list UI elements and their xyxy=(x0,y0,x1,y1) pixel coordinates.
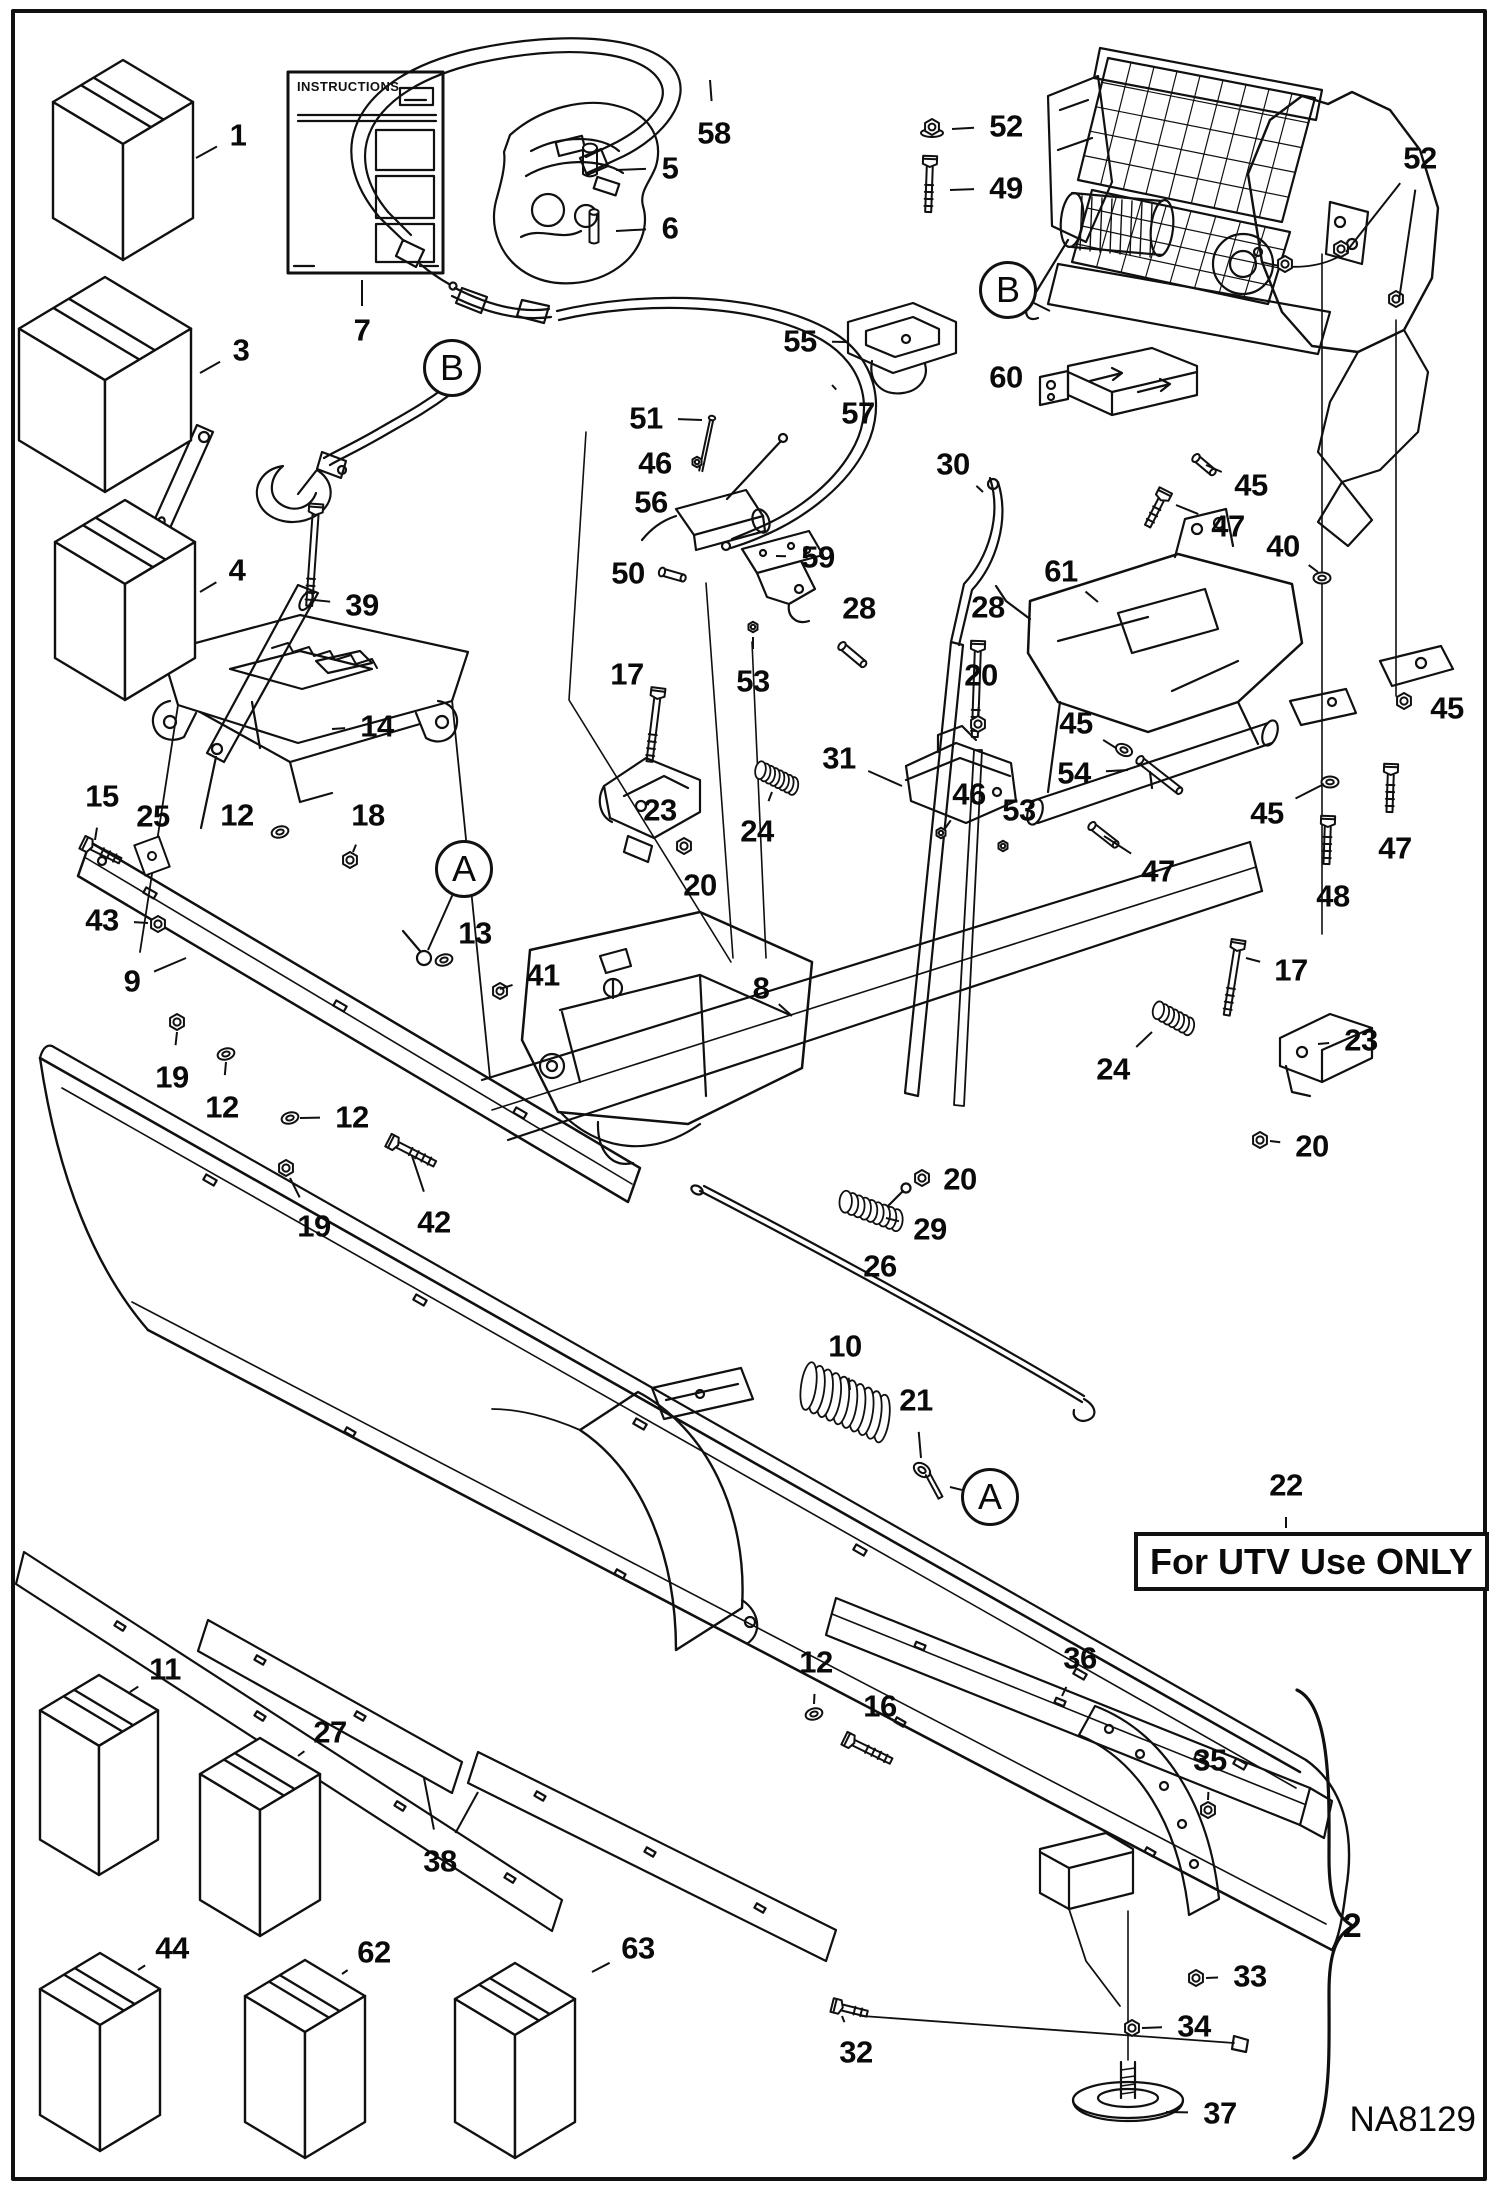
nut-part xyxy=(1397,693,1411,709)
leader-line xyxy=(919,1432,921,1458)
spring-part xyxy=(1147,998,1200,1039)
bolt-part xyxy=(1141,487,1172,529)
bolt-part xyxy=(79,836,123,867)
part-callout-20: 20 xyxy=(943,1161,977,1197)
part-callout-4: 4 xyxy=(228,552,246,588)
eyebolt-part xyxy=(907,1460,952,1500)
part-callout-47: 47 xyxy=(1211,508,1245,544)
flange_nut-part xyxy=(921,119,943,137)
part-callout-3: 3 xyxy=(232,332,250,368)
part-callout-45: 45 xyxy=(1430,690,1464,726)
part-callout-24: 24 xyxy=(1096,1051,1130,1087)
part-callout-12: 12 xyxy=(799,1644,833,1680)
sector-frame xyxy=(140,615,490,1078)
part-callout-48: 48 xyxy=(1316,878,1350,914)
part-callout-8: 8 xyxy=(752,970,770,1006)
part-callout-59: 59 xyxy=(801,539,835,575)
leader-line xyxy=(616,229,646,231)
part-callout-28: 28 xyxy=(971,589,1005,625)
carton-box-63 xyxy=(455,1963,575,2158)
part-callout-20: 20 xyxy=(1295,1128,1329,1164)
leader-line xyxy=(768,792,772,801)
part-callout-5: 5 xyxy=(661,150,679,186)
part-callout-53: 53 xyxy=(1002,792,1036,828)
nut-part xyxy=(1278,256,1292,272)
part-callout-41: 41 xyxy=(526,957,560,993)
instruction-sheet xyxy=(288,72,443,273)
leader-line xyxy=(200,582,216,592)
carton-box-4 xyxy=(55,500,195,700)
bolt-part xyxy=(643,687,666,762)
part-callout-40: 40 xyxy=(1266,528,1300,564)
leader-line xyxy=(978,707,979,716)
view-marker-A: A xyxy=(435,840,493,898)
carton-box-27 xyxy=(200,1738,320,1936)
part-callout-2: 2 xyxy=(1342,1907,1362,1945)
leader-line xyxy=(1206,1977,1218,1978)
part-callout-27: 27 xyxy=(313,1714,347,1750)
part-callout-45: 45 xyxy=(1234,467,1268,503)
part-callout-10: 10 xyxy=(828,1328,862,1364)
part-callout-49: 49 xyxy=(989,170,1023,206)
part-callout-42: 42 xyxy=(417,1204,451,1240)
leader-line xyxy=(616,169,646,170)
part-callout-16: 16 xyxy=(863,1688,897,1724)
leader-line xyxy=(290,1178,300,1197)
part-callout-19: 19 xyxy=(155,1059,189,1095)
leader-line xyxy=(424,1778,434,1830)
part-callout-52: 52 xyxy=(1403,140,1437,176)
leader-line xyxy=(138,1965,145,1970)
nut-part xyxy=(279,1160,293,1176)
part-callout-32: 32 xyxy=(839,2034,873,2070)
nut-part xyxy=(1334,241,1348,257)
leader-line xyxy=(342,1970,348,1974)
part-callout-33: 33 xyxy=(1233,1958,1267,1994)
nut-part xyxy=(493,983,507,999)
leader-line xyxy=(1136,1032,1152,1047)
leader-line xyxy=(842,2016,844,2022)
part-callout-17: 17 xyxy=(1274,952,1308,988)
nut-part xyxy=(915,1170,929,1186)
utv-note-box: For UTV Use ONLY xyxy=(1134,1532,1489,1591)
leader-line xyxy=(710,80,712,101)
nut-part xyxy=(1125,2020,1139,2036)
part-callout-62: 62 xyxy=(357,1934,391,1970)
part-callout-9: 9 xyxy=(123,963,141,999)
leader-line xyxy=(1104,836,1131,854)
leader-line xyxy=(678,419,702,420)
leader-line xyxy=(130,1687,138,1692)
part-callout-17: 17 xyxy=(610,656,644,692)
part-callout-35: 35 xyxy=(1193,1742,1227,1778)
part-callout-50: 50 xyxy=(611,555,645,591)
leader-line xyxy=(950,189,974,190)
part-callout-45: 45 xyxy=(1250,795,1284,831)
leader-line xyxy=(1176,505,1198,514)
part-callout-14: 14 xyxy=(360,708,394,744)
washer-part xyxy=(1114,741,1134,758)
bolt-part xyxy=(830,1998,868,2020)
leader-line xyxy=(952,128,974,129)
washer-part xyxy=(270,824,289,839)
part-callout-6: 6 xyxy=(661,210,679,246)
part-callout-57: 57 xyxy=(841,395,875,431)
leader-line xyxy=(1086,592,1098,602)
leader-line xyxy=(1246,958,1260,962)
nut-part xyxy=(343,852,357,868)
washer-part xyxy=(1322,777,1339,788)
part-callout-37: 37 xyxy=(1203,2095,1237,2131)
wiring-harness-cable xyxy=(351,38,680,289)
pin-part xyxy=(658,567,687,583)
spring-part xyxy=(833,1187,909,1235)
part-callout-13: 13 xyxy=(458,915,492,951)
leader-line xyxy=(332,728,345,729)
leader-line xyxy=(868,771,902,786)
pin-part xyxy=(1087,821,1121,850)
bolt-part xyxy=(302,504,323,607)
part-callout-54: 54 xyxy=(1057,755,1091,791)
leader-line xyxy=(1106,770,1128,771)
part-callout-34: 34 xyxy=(1177,2008,1211,2044)
clip-bracket xyxy=(848,303,956,393)
part-callout-24: 24 xyxy=(740,813,774,849)
part-callout-38: 38 xyxy=(423,1843,457,1879)
view-marker-B: B xyxy=(979,261,1037,319)
part-callout-25: 25 xyxy=(136,798,170,834)
part-callout-36: 36 xyxy=(1063,1640,1097,1676)
leader-line xyxy=(592,1963,610,1972)
nut-part xyxy=(1201,1802,1215,1818)
part-callout-46: 46 xyxy=(638,445,672,481)
part-callout-44: 44 xyxy=(155,1930,189,1966)
leader-line xyxy=(200,362,220,373)
part-callout-22: 22 xyxy=(1269,1467,1303,1503)
leader-line xyxy=(95,828,97,840)
part-callout-55: 55 xyxy=(783,323,817,359)
leader-line xyxy=(314,600,330,602)
part-callout-60: 60 xyxy=(989,359,1023,395)
view-marker-B: B xyxy=(423,339,481,397)
part-callout-20: 20 xyxy=(683,867,717,903)
leader-line xyxy=(832,385,836,390)
leader-line xyxy=(455,1792,478,1833)
washer-part xyxy=(1314,573,1331,584)
leader-line xyxy=(849,1378,850,1390)
leader-line xyxy=(353,845,356,852)
shipping-cartons xyxy=(19,60,575,2158)
part-callout-12: 12 xyxy=(220,797,254,833)
washer-part xyxy=(280,1110,299,1125)
part-callout-21: 21 xyxy=(899,1382,933,1418)
part-callout-46: 46 xyxy=(952,776,986,812)
leader-line xyxy=(196,147,217,158)
leader-line xyxy=(1270,1141,1280,1142)
part-callout-15: 15 xyxy=(85,778,119,814)
spring-part xyxy=(786,1357,905,1447)
nut-part xyxy=(677,838,691,854)
carton-box-1 xyxy=(53,60,193,260)
part-callout-23: 23 xyxy=(1344,1022,1378,1058)
part-callout-31: 31 xyxy=(822,740,856,776)
part-callout-19: 19 xyxy=(297,1208,331,1244)
part-callout-58: 58 xyxy=(697,115,731,151)
part-callout-18: 18 xyxy=(351,797,385,833)
bolt-part xyxy=(921,156,937,212)
part-callout-53: 53 xyxy=(736,663,770,699)
leader-line xyxy=(1318,1043,1329,1044)
leader-line xyxy=(1296,784,1324,798)
bolt-part xyxy=(841,1732,894,1767)
winch-hook xyxy=(257,386,451,522)
leader-line xyxy=(176,1032,177,1045)
nut-part xyxy=(1189,1970,1203,1986)
part-callout-20: 20 xyxy=(964,657,998,693)
part-callout-51: 51 xyxy=(629,400,663,436)
leader-line xyxy=(134,922,148,923)
nut-part xyxy=(971,716,985,732)
nut_s-part xyxy=(748,622,757,632)
part-callout-47: 47 xyxy=(1378,830,1412,866)
bolt-part xyxy=(1382,764,1398,812)
part-callout-28: 28 xyxy=(842,590,876,626)
push-frame xyxy=(482,842,1262,1164)
nut_s-part xyxy=(998,841,1007,851)
part-callout-26: 26 xyxy=(863,1248,897,1284)
part-callout-63: 63 xyxy=(621,1930,655,1966)
carton-box-11 xyxy=(40,1675,158,1875)
leader-line xyxy=(1142,2027,1162,2028)
part-callout-52: 52 xyxy=(989,108,1023,144)
part-callout-43: 43 xyxy=(85,902,119,938)
part-callout-45: 45 xyxy=(1059,705,1093,741)
part-callout-30: 30 xyxy=(936,446,970,482)
part-callout-12: 12 xyxy=(335,1099,369,1135)
carton-box-62 xyxy=(245,1960,365,2158)
carton-box-44 xyxy=(40,1953,160,2151)
bolt-part xyxy=(1220,939,1246,1016)
leader-line xyxy=(1103,740,1116,748)
support-bar xyxy=(78,842,640,1202)
pin-part xyxy=(1191,453,1218,478)
leader-line xyxy=(1346,183,1400,252)
washer-part xyxy=(216,1046,235,1061)
washer-part xyxy=(804,1706,823,1721)
part-callout-7: 7 xyxy=(353,312,371,348)
leader-line xyxy=(976,486,983,492)
washer-part xyxy=(434,952,453,967)
pin-part xyxy=(837,641,868,669)
leader-line xyxy=(1399,190,1415,300)
part-callout-39: 39 xyxy=(345,587,379,623)
nut-part xyxy=(151,916,165,932)
nut-part xyxy=(1253,1132,1267,1148)
harness-bundle xyxy=(494,103,658,283)
nut_s-part xyxy=(692,457,701,467)
part-callout-56: 56 xyxy=(634,484,668,520)
grille-panel xyxy=(1084,62,1308,217)
leader-line xyxy=(428,896,452,950)
part-callout-11: 11 xyxy=(149,1651,181,1687)
part-callout-47: 47 xyxy=(1141,853,1175,889)
drawing-number: NA8129 xyxy=(1349,2100,1476,2139)
view-marker-A: A xyxy=(961,1468,1019,1526)
plate-part xyxy=(134,837,169,876)
part-callout-1: 1 xyxy=(229,117,247,153)
leader-line xyxy=(1309,565,1318,572)
leader-line xyxy=(154,958,186,972)
leader-line xyxy=(950,1487,962,1490)
leader-line xyxy=(298,1751,304,1756)
part-callout-29: 29 xyxy=(913,1211,947,1247)
instructions-sheet-title: INSTRUCTIONS xyxy=(297,79,400,94)
part-callout-23: 23 xyxy=(643,792,677,828)
carton-box-3 xyxy=(19,277,191,492)
bolt-part xyxy=(385,1134,438,1170)
part-callout-12: 12 xyxy=(205,1089,239,1125)
leader-line xyxy=(225,1062,226,1075)
nut-part xyxy=(170,1014,184,1030)
part-callout-61: 61 xyxy=(1044,553,1078,589)
mount-bracket xyxy=(1040,348,1197,415)
spring-part xyxy=(749,758,804,798)
